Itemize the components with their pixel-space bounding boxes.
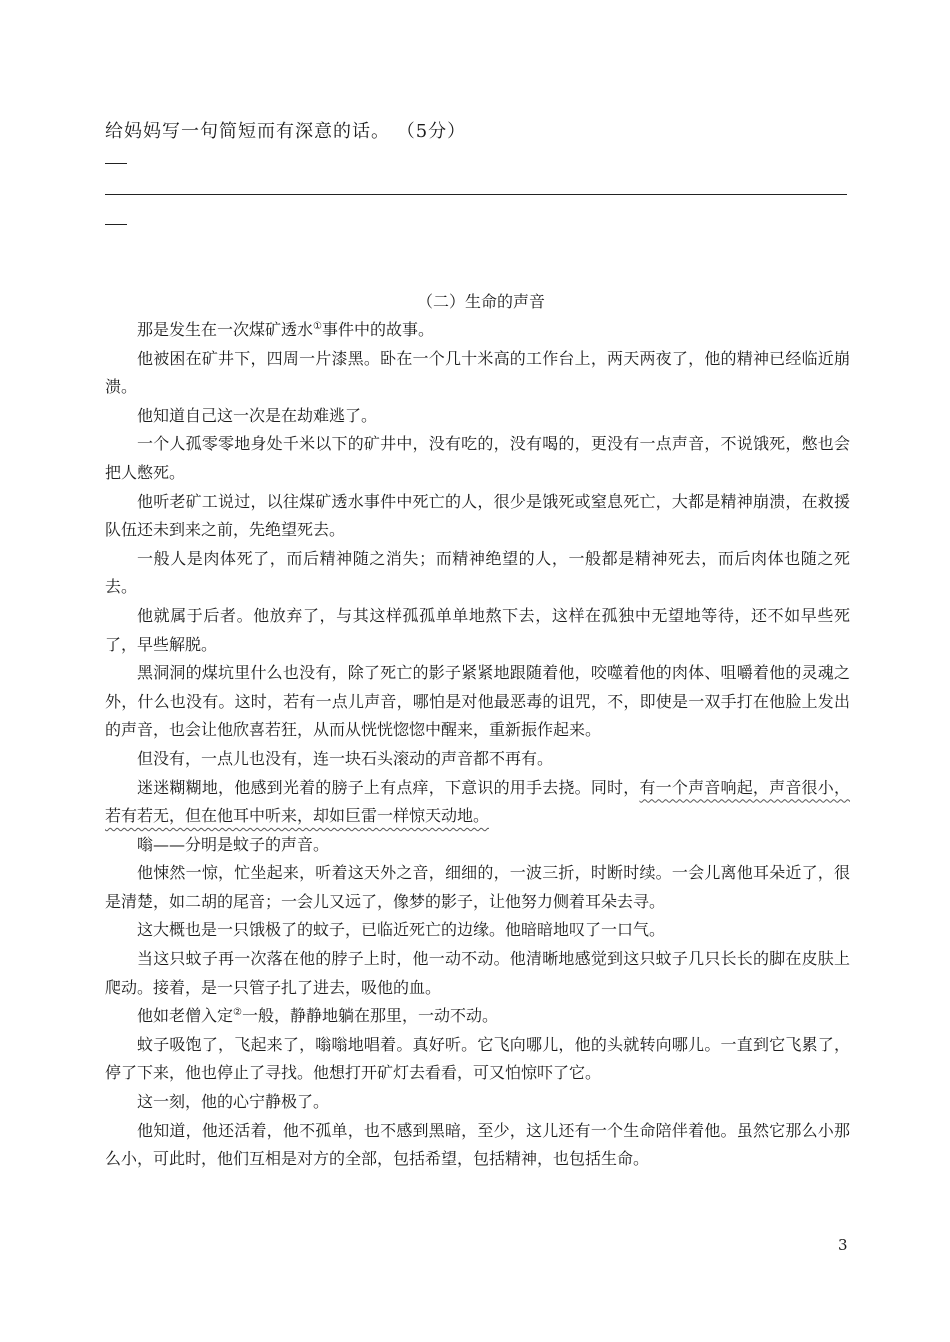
paragraph: 他知道自己这一次是在劫难逃了。: [137, 405, 378, 425]
paragraph: 嗡——分明是蚊子的声音。: [137, 834, 330, 854]
answer-line-short-2: [105, 224, 127, 225]
paragraph: 一个人孤零零地身处千米以下的矿井中，没有吃的，没有喝的，更没有一点声音，不说饿死，憋也会把人憋死。: [105, 434, 850, 482]
paragraph: 当这只蚊子再一次落在他的脖子上时，他一动不动。他清晰地感觉到这只蚊子几只长长的脚在皮肤上爬动。接着，是一只管子扎了进去，吸他的血。: [105, 949, 850, 997]
paragraph: 他被困在矿井下，四周一片漆黑。卧在一个几十米高的工作台上，两天两夜了，他的精神已经临近崩溃。: [105, 348, 850, 397]
paragraph: 他听老矿工说过，以往煤矿透水事件中死亡的人，很少是饿死或窒息死亡，大都是精神崩溃，在救援队伍还未到来之前，先绝望死去。: [105, 491, 850, 540]
paragraph: 一般人是肉体死了，而后精神随之消失；而精神绝望的人，一般都是精神死去，而后肉体也随之死去。: [105, 548, 850, 597]
answer-line-short-1: [105, 163, 127, 164]
answer-line[interactable]: [105, 194, 847, 195]
wavy-underlined-sentence: 有一个声音响起，声音很小，若有若无，但在他耳中听来，却如巨雷一样惊天动地。: [105, 777, 850, 826]
paragraph: 黑洞洞的煤坑里什么也没有，除了死亡的影子紧紧地跟随着他，咬噬着他的肉体、咀嚼着他的灵魂之外，什么也没有。这时，若有一点儿声音，哪怕是对他最恶毒的诅咒，不，即使是一双手打在他脸上发出的声音，也会让他欣喜若狂，从而从恍恍惚惚中醒来，重新振作起来。: [105, 663, 850, 740]
writing-question: 给妈妈写一句简短而有深意的话。 （5分）: [105, 121, 467, 142]
page-number: 3: [838, 1236, 848, 1254]
paragraph: 他悚然一惊，忙坐起来，听着这天外之音，细细的，一波三折，时断时续。一会儿离他耳朵近了，很是清楚，如二胡的尾音；一会儿又远了，像梦的影子，让他努力侧着耳朵去寻。: [105, 863, 850, 911]
paragraph: 他如老僧入定②一般，静静地躺在那里，一动不动。: [137, 1006, 498, 1026]
paragraph: 那是发生在一次煤矿透水①事件中的故事。: [137, 320, 434, 339]
paragraph: 迷迷糊糊地，他感到光着的膀子上有点痒，下意识的用手去挠。同时，有一个声音响起，声音很小，若有若无，但在他耳中听来，却如巨雷一样惊天动地。: [105, 777, 850, 826]
section-title: （二）生命的声音: [416, 292, 545, 311]
paragraph: 这大概也是一只饿极了的蚊子，已临近死亡的边缘。他暗暗地叹了一口气。: [137, 920, 666, 940]
paragraph: 蚊子吸饱了，飞起来了，嗡嗡地唱着。真好听。它飞向哪儿，他的头就转向哪儿。一直到它飞累了，停了下来，他也停止了寻找。他想打开矿灯去看看，可又怕惊吓了它。: [105, 1034, 850, 1083]
paragraph: 他知道，他还活着，他不孤单，也不感到黑暗，至少，这儿还有一个生命陪伴着他。虽然它那么小那么小，可此时，他们互相是对方的全部，包括希望，包括精神，也包括生命。: [105, 1120, 850, 1169]
footnote-marker: ①: [313, 321, 322, 332]
paragraph: 他就属于后者。他放弃了，与其这样孤孤单单地熬下去，这样在孤独中无望地等待，还不如早些死了，早些解脱。: [105, 605, 850, 654]
article-body: [105, 316, 850, 1174]
paragraph: 这一刻，他的心宁静极了。: [137, 1092, 330, 1112]
paragraph: 但没有，一点儿也没有，连一块石头滚动的声音都不再有。: [137, 748, 554, 768]
footnote-marker: ②: [233, 1007, 242, 1019]
